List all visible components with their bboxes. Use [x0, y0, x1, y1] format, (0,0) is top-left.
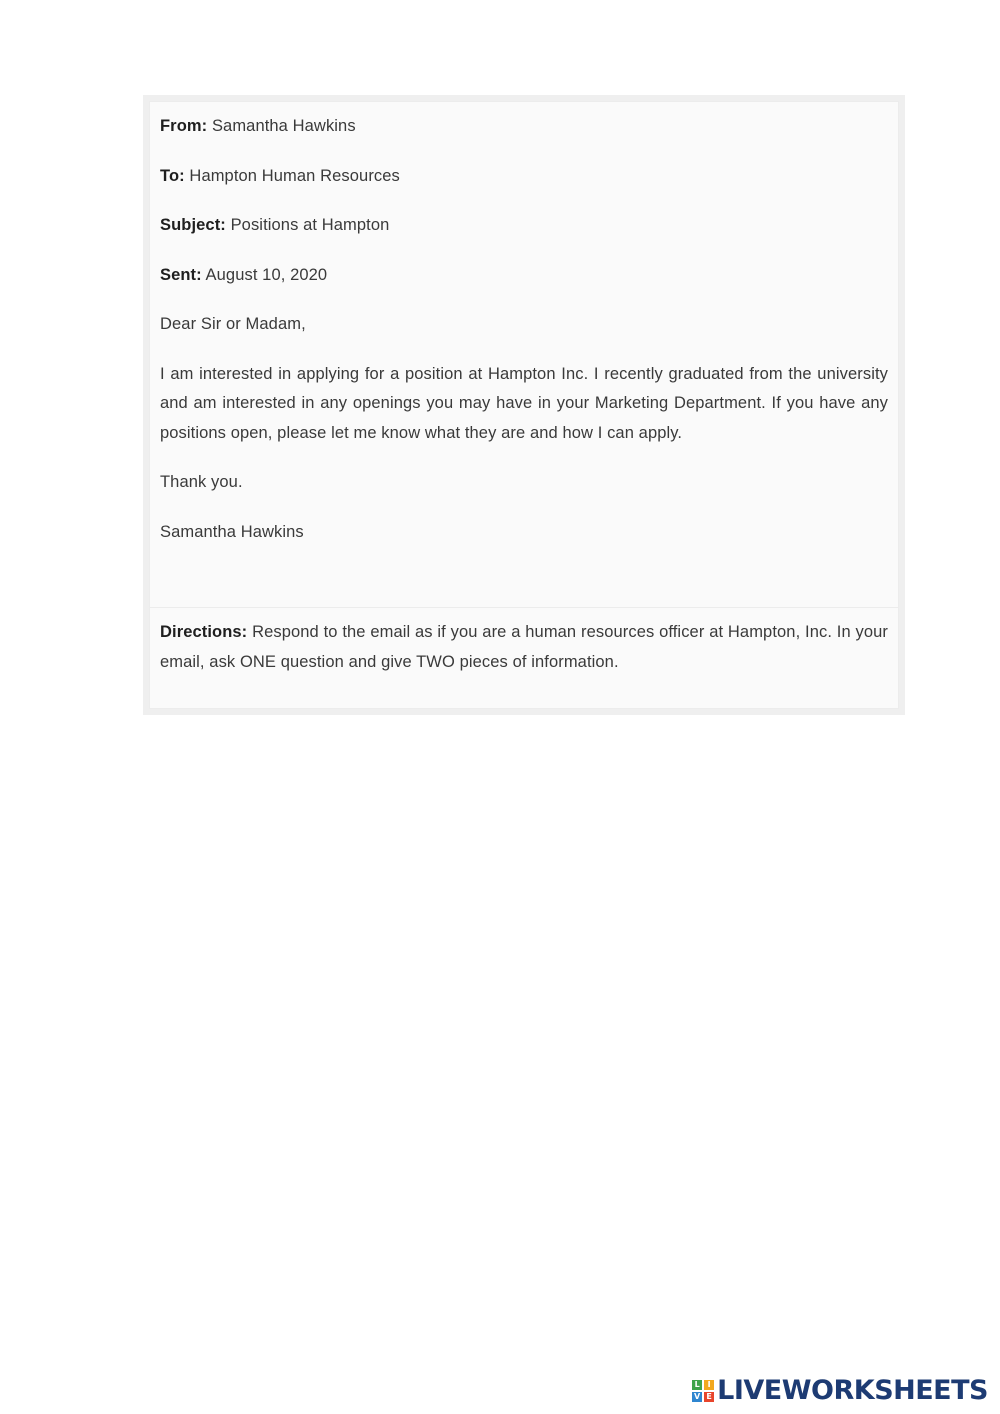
directions	[160, 618, 888, 677]
email-paragraph: I am interested in applying for a position at Hampton Inc. I recently graduated from the university and am interested in any openings you may have in your Marketing Department. If you have any positions open, please let me know what they are and how I can apply.	[160, 364, 888, 442]
directions-label: Directions:	[160, 623, 248, 641]
logo-text: LIVEWORKSHEETS	[717, 1375, 988, 1406]
sent-label: Sent:	[160, 265, 202, 284]
email-card	[149, 101, 899, 709]
subject-line	[160, 211, 888, 241]
greeting: Dear Sir or Madam,	[160, 315, 306, 333]
email-frame	[143, 95, 905, 715]
from-line	[160, 112, 888, 142]
logo-mark-tile: I	[704, 1380, 714, 1390]
from-value: Samantha Hawkins	[211, 117, 356, 135]
sent-line	[160, 261, 888, 291]
subject-value: Positions at Hampton	[230, 216, 390, 234]
logo-mark-tile: L	[692, 1380, 702, 1390]
signature: Samantha Hawkins	[160, 522, 304, 541]
logo-mark-tile: E	[704, 1392, 714, 1402]
from-label: From:	[160, 117, 208, 135]
closing: Thank you.	[160, 473, 243, 491]
liveworksheets-logo	[692, 1376, 988, 1406]
to-value: Hampton Human Resources	[189, 166, 400, 185]
to-line	[160, 162, 888, 192]
directions-text: Respond to the email as if you are a human resources officer at Hampton, Inc. In your email, ask ONE question and give TWO pieces of information.	[160, 623, 889, 671]
logo-mark-tile: V	[694, 1392, 701, 1401]
divider	[150, 607, 898, 608]
email-body	[150, 102, 898, 547]
subject-label: Subject:	[160, 216, 226, 234]
sent-value: August 10, 2020	[205, 265, 328, 284]
logo-mark-icon	[692, 1380, 714, 1402]
to-label: To:	[160, 166, 185, 185]
